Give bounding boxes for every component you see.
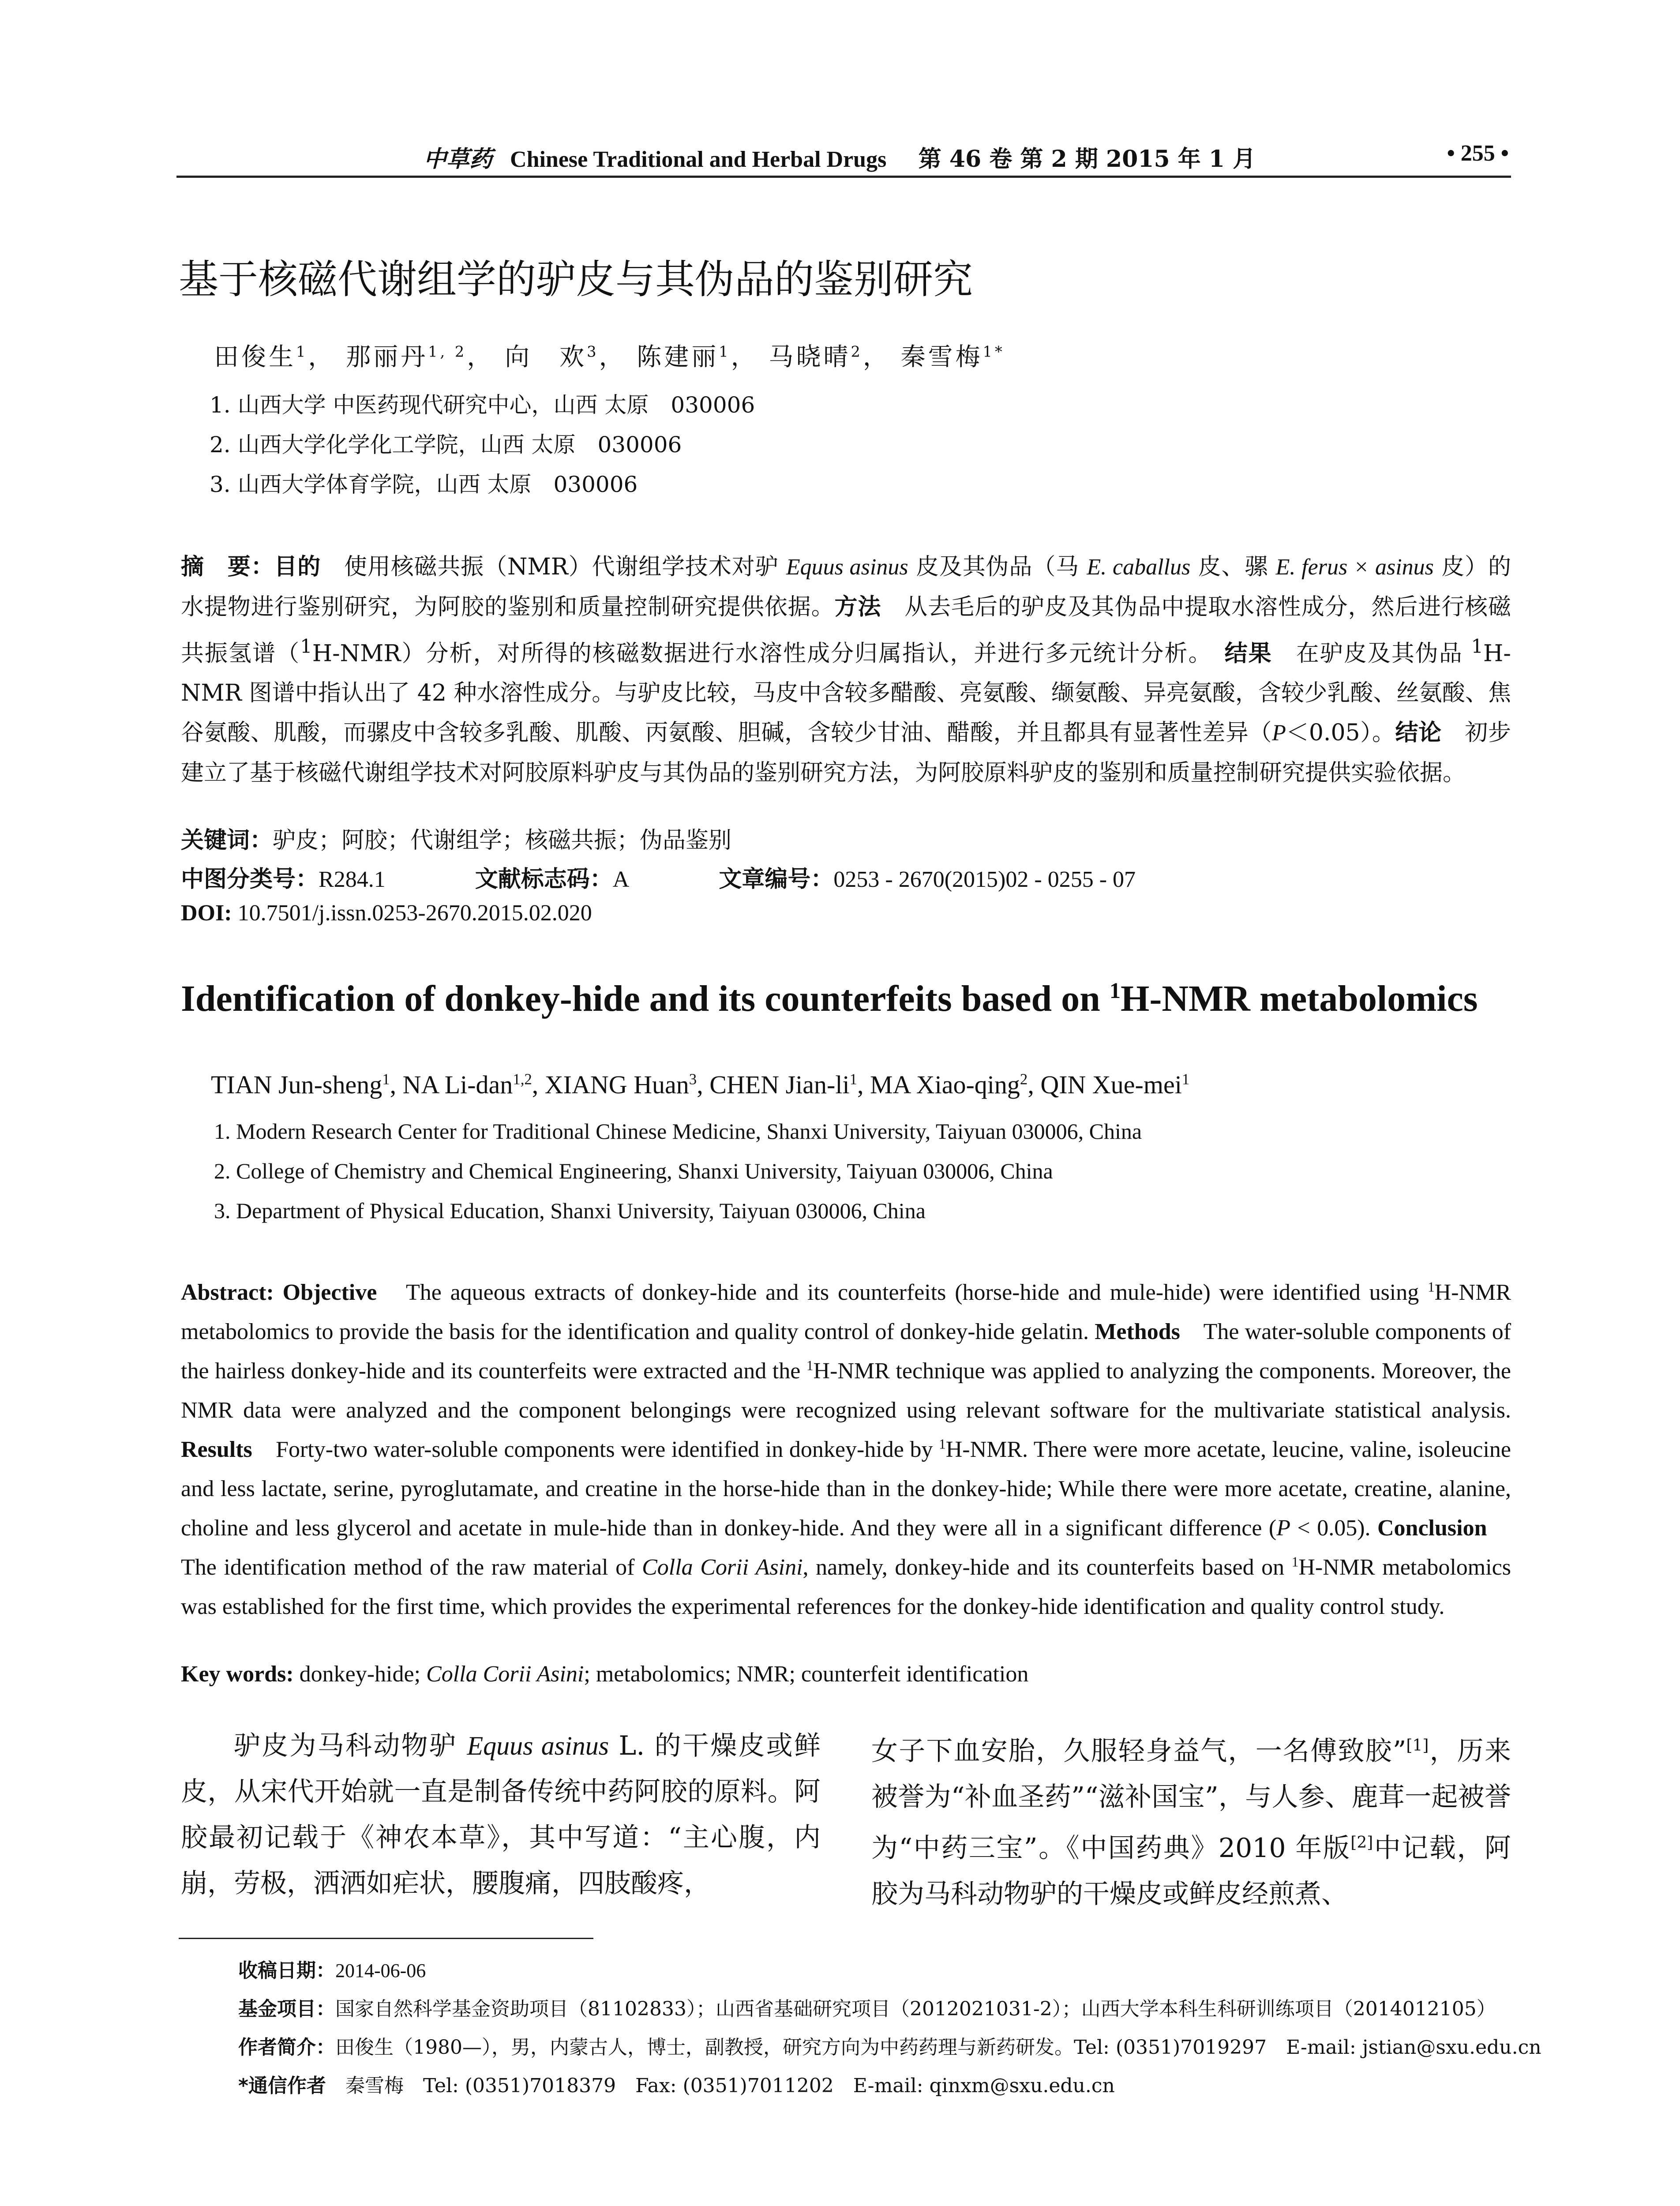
footnote-fund	[238, 1993, 1496, 2021]
author-cn: 向 欢	[505, 343, 587, 371]
abstract-en-label: Abstract: Objective	[181, 1280, 377, 1305]
abstract-cn-text: 在驴皮及其伪品	[1272, 640, 1471, 667]
abstract-en-text: H-NMR metabolomics to provide the basis for the identification and quality control of donkey-hide gelatin.	[181, 1280, 1511, 1344]
conclusion-label-cn: 结论	[1395, 720, 1442, 747]
doc-code-label: 文献标志码：	[475, 866, 613, 893]
footnote-text: 2014-06-06	[335, 1960, 426, 1981]
author-sup: 1,2	[513, 1070, 532, 1088]
abstract-cn-label: 摘 要：	[181, 554, 274, 580]
doi-line	[181, 900, 592, 926]
species-name: Equus asinus	[786, 555, 908, 580]
abstract-cn	[181, 547, 1511, 793]
affiliation-en-2: 2. College of Chemistry and Chemical Engineering, Shanxi University, Taiyuan 030006, China	[214, 1159, 1053, 1183]
superscript: 1	[1428, 1279, 1435, 1295]
author-cn: 田俊生	[214, 343, 296, 371]
article-no-label: 文章编号：	[719, 866, 834, 893]
abstract-en-text: < 0.05).	[1290, 1516, 1371, 1541]
author-sep: ,	[532, 1070, 545, 1099]
doc-code-value: A	[612, 867, 630, 892]
latin-name: Colla Corii Asini	[426, 1662, 584, 1687]
superscript: 1	[806, 1358, 814, 1373]
author-sup: 2	[1020, 1070, 1028, 1088]
keywords-cn-text: 驴皮；阿胶；代谢组学；核磁共振；伪品鉴别	[273, 827, 732, 854]
abstract-cn-text: H-NMR）分析，对所得的核磁数据进行水溶性成分归属指认，并进行多元统计分析。	[312, 640, 1201, 667]
body-text: 女子下血安胎，久服轻身益气，一名傅致胶”	[871, 1736, 1406, 1767]
author-sup: 3	[587, 343, 599, 360]
body-text: 驴皮为马科动物驴	[234, 1730, 467, 1761]
superscript: 1	[939, 1436, 946, 1452]
footnote-label: *通信作者	[238, 2075, 326, 2097]
affiliation-cn-2: 2. 山西大学化学化工学院，山西 太原 030006	[210, 432, 682, 458]
keywords-cn	[181, 822, 731, 855]
abstract-cn-text: 皮及其伪品（马	[908, 554, 1087, 580]
abstract-cn-text: 皮）的水提物进行鉴别研究，为阿胶的鉴别和质量控制研究提供依据。	[181, 554, 1511, 620]
affiliation-en-3: 3. Department of Physical Education, Shanxi University, Taiyuan 030006, China	[214, 1198, 926, 1223]
objective-label-cn: 目的	[274, 554, 321, 580]
author-sup: 1	[1181, 1070, 1190, 1088]
abstract-en-text: Forty-two water-soluble components were identified in donkey-hide by	[252, 1437, 939, 1462]
latin-name: Colla Corii Asini	[642, 1555, 803, 1580]
doi-value: 10.7501/j.issn.0253-2670.2015.02.020	[237, 900, 592, 926]
keywords-en-label: Key words:	[181, 1662, 294, 1687]
superscript: 1	[300, 636, 312, 658]
author-sup: 1	[296, 343, 308, 360]
body-column-left	[181, 1723, 821, 1906]
authors-en	[211, 1070, 1189, 1099]
author-en: TIAN Jun-sheng	[211, 1070, 382, 1099]
footnote-text: 秦雪梅 Tel: (0351)7018379 Fax: (0351)7011202 E-mail: qinxm@sxu.edu.cn	[326, 2075, 1115, 2097]
methods-label-en: Methods	[1095, 1319, 1180, 1344]
running-header-center	[424, 140, 1256, 173]
author-en: XIANG Huan	[544, 1070, 689, 1099]
footnote-correspondence	[238, 2070, 1115, 2098]
author-sep: ,	[1028, 1070, 1041, 1099]
author-sup: 2	[851, 343, 863, 360]
keywords-en	[181, 1661, 1028, 1687]
footnote-label: 收稿日期：	[238, 1959, 335, 1982]
results-label-cn: 结果	[1224, 640, 1272, 667]
classification-line	[181, 860, 1136, 893]
body-text: L. 的干燥皮或鲜皮，从宋代开始就一直是制备传统中药阿胶的原料。阿胶最初记载于《神农本草》，其中写道：“主心腹，内崩，劳极，洒洒如疟状，腰腹痛，四肢酸疼，	[181, 1730, 821, 1899]
affiliation-cn-1: 1. 山西大学 中医药现代研究中心，山西 太原 030006	[210, 392, 755, 418]
author-en: NA Li-dan	[402, 1070, 513, 1099]
footnote-rule	[179, 1938, 593, 1939]
keywords-en-text: donkey-hide;	[293, 1662, 427, 1687]
conclusion-label-en: Conclusion	[1377, 1516, 1487, 1541]
author-en: CHEN Jian-li	[709, 1070, 850, 1099]
title-en	[181, 977, 1478, 1020]
doi-label: DOI:	[181, 900, 232, 926]
abstract-cn-text: 使用核磁共振（NMR）代谢组学技术对驴	[321, 554, 786, 580]
methods-label-cn: 方法	[834, 594, 881, 620]
abstract-cn-text: H-NMR 图谱中指认出了 42 种水溶性成分。与驴皮比较，马皮中含较多醋酸、亮氨酸、缬氨酸、异亮氨酸，含较少乳酸、丝氨酸、焦谷氨酸、肌酸，而骡皮中含较多乳酸、肌酸、丙氨酸、胆碱，含较少甘油、醋酸，并且都具有显著性差异（	[181, 640, 1511, 747]
abstract-en-text: H-NMR technique was applied to analyzing the components. Moreover, the NMR data were analyzed and the component belongings were recognized using relevant software for the multivariate statistical analysis.	[181, 1358, 1511, 1423]
abstract-en-text: , namely, donkey-hide and its counterfeits based on	[802, 1555, 1292, 1580]
species-name: E. caballus	[1087, 555, 1191, 580]
author-sup: 1	[719, 343, 731, 360]
superscript: 1	[1291, 1554, 1299, 1570]
species-name: Equus asinus	[467, 1731, 609, 1760]
clc-label: 中图分类号：	[181, 866, 319, 893]
author-cn: 那丽丹	[346, 343, 428, 371]
abstract-cn-text: 皮、骡	[1190, 554, 1276, 580]
p-value-symbol: P	[1272, 720, 1286, 746]
footnote-received	[238, 1955, 426, 1983]
p-value-symbol: P	[1276, 1516, 1290, 1541]
running-header	[176, 140, 1509, 180]
superscript: 1	[1109, 978, 1121, 1003]
abstract-en-text: The water-soluble components of the hairless donkey-hide and its counterfeits were extracted and the	[181, 1319, 1511, 1384]
keywords-cn-label: 关键词：	[181, 827, 273, 854]
journal-name-cn: 中草药	[424, 146, 493, 173]
results-label-en: Results	[181, 1437, 252, 1462]
abstract-en	[181, 1273, 1511, 1626]
author-en: MA Xiao-qing	[870, 1070, 1020, 1099]
journal-name-en: Chinese Traditional and Herbal Drugs	[510, 147, 887, 172]
author-sep: ,	[857, 1070, 870, 1099]
author-sup: 1*	[982, 343, 1005, 360]
superscript: 1	[1471, 636, 1484, 658]
abstract-cn-text: 从去毛后的驴皮及其伪品中提取水溶性成分，然后进行核磁共振氢谱（	[181, 594, 1511, 667]
footnote-label: 作者简介：	[238, 2036, 335, 2059]
author-en: QIN Xue-mei	[1040, 1070, 1182, 1099]
author-sup: 3	[689, 1070, 697, 1088]
abstract-cn-text: ＜0.05）。	[1286, 720, 1395, 747]
author-cn: 马晓晴	[769, 343, 851, 371]
body-text: ，历来被誉为“补血圣药”“滋补国宝”，与人参、鹿茸一起被誉为“中药三宝”。《中国药典》2010 年版	[871, 1736, 1511, 1864]
abstract-cn-text: 初步建立了基于核磁代谢组学技术对阿胶原料驴皮与其伪品的鉴别研究方法，为阿胶原料驴皮的鉴别和质量控制研究提供实验依据。	[181, 720, 1511, 787]
keywords-en-text: ; metabolomics; NMR; counterfeit identification	[584, 1662, 1029, 1687]
footnote-label: 基金项目：	[238, 1998, 335, 2020]
abstract-en-text: H-NMR metabolomics was established for the first time, which provides the experimental references for the donkey-hide identification and quality control study.	[181, 1555, 1511, 1619]
title-en-text: H-NMR metabolomics	[1121, 978, 1478, 1019]
page-number: • 255 •	[1447, 141, 1509, 166]
clc-value: R284.1	[319, 867, 386, 892]
footnote-text: 田俊生（1980—），男，内蒙古人，博士，副教授，研究方向为中药药理与新药研发。Tel: (0351)7019297 E-mail: jstian@sxu.edu.cn	[335, 2036, 1541, 2059]
author-cn: 秦雪梅	[900, 343, 983, 371]
author-sup: 1	[849, 1070, 857, 1088]
article-no-value: 0253 - 2670(2015)02 - 0255 - 07	[833, 867, 1136, 892]
title-en-text: Identification of donkey-hide and its counterfeits based on	[181, 978, 1110, 1019]
author-sep: ,	[390, 1070, 403, 1099]
species-name: E. ferus × asinus	[1275, 555, 1434, 580]
citation-ref[interactable]: [2]	[1350, 1834, 1373, 1852]
affiliation-en-1: 1. Modern Research Center for Traditional Chinese Medicine, Shanxi University, Taiyuan 030006, China	[214, 1119, 1142, 1144]
author-sup: 1	[382, 1070, 390, 1088]
issue-info: 第 46 卷 第 2 期 2015 年 1 月	[918, 146, 1256, 173]
abstract-en-text: The aqueous extracts of donkey-hide and its counterfeits (horse-hide and mule-hide) were identified using	[377, 1280, 1428, 1305]
body-text: 中记载，阿胶为马科动物驴的干燥皮或鲜皮经煎煮、	[871, 1833, 1511, 1910]
header-rule	[176, 176, 1511, 178]
author-sup: 1, 2	[428, 343, 467, 360]
title-cn: 基于核磁代谢组学的驴皮与其伪品的鉴别研究	[179, 256, 973, 303]
footnote-author	[238, 2031, 1541, 2060]
body-column-right	[871, 1723, 1511, 1917]
author-cn: 陈建丽	[637, 343, 719, 371]
citation-ref[interactable]: [1]	[1406, 1737, 1429, 1755]
abstract-en-text: H-NMR. There were more acetate, leucine, valine, isoleucine and less lactate, serine, pyroglutamate, and creatine in the horse-hide than in the donkey-hide; While there were more acetate, creatine, alanine, choline and less glycerol and acetate in mule-hide than in donkey-hide. And they were all in a significant difference (	[181, 1437, 1511, 1541]
authors-cn: 田俊生$^1$， 那丽丹$^{1, 2}$， 向 欢$^3$， 陈建丽$^1$， 马晓晴$^2$， 秦雪梅$^{1*}$	[214, 343, 1005, 371]
footnote-text: 国家自然科学基金资助项目（81102833）；山西省基础研究项目（2012021031-2）；山西大学本科生科研训练项目（2014012105）	[335, 1998, 1496, 2020]
author-sep: ,	[697, 1070, 710, 1099]
abstract-en-text: The identification method of the raw material of	[181, 1516, 1511, 1580]
affiliation-cn-3: 3. 山西大学体育学院，山西 太原 030006	[210, 472, 638, 497]
